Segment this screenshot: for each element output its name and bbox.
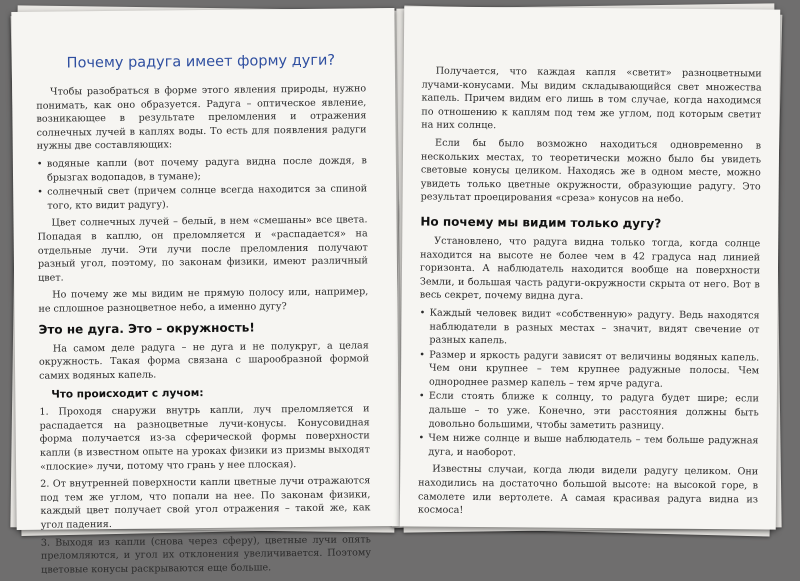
section-heading-why: Но почему мы видим только дугу? — [420, 214, 662, 231]
left-page — [11, 8, 399, 576]
list-item: • Размер и яркость радуги зависят от величины водяных капель. Чем они крупнее – тем крупнее радужные полосы. Чем однороднее размер капель – тем ярче радуга. — [419, 349, 760, 390]
right-page — [400, 6, 781, 529]
light-paragraph: Цвет солнечных лучей – белый, в нем «смешаны» все цвета. Попадая в каплю, он преломляется и «распадается» на отдельные лучи. Эти лучи после преломления получают разный угол, поэтому, по законам физики, имеют различный цвет. — [37, 214, 368, 284]
bullet-icon: • — [36, 158, 43, 170]
bullet-icon: • — [419, 307, 426, 319]
bullet-icon: • — [37, 186, 43, 198]
section-heading-ray: Что происходит с лучом: — [51, 387, 204, 401]
bullet-icon: • — [419, 349, 425, 361]
circle-paragraph: На самом деле радуга – не дуга и не полукруг, а целая окружность. Такая форма связана с шарообразной формой самих водяных капель. — [38, 339, 370, 382]
known-paragraph: Известны случаи, когда люди видели радугу целиком. Они находились на достаточно большой высоте: на высокой горе, в самолете или вертолете. А самая красивая радуга видна из космоса! — [417, 464, 759, 517]
places-paragraph: Если бы было возможно находиться одновременно в нескольких местах, то теоретически можно было бы увидеть световые конусы целиком. Находясь же в одном месте, можно увидеть только цветные окружности, образующие радугу. Это результат проецирования «среза» конусов на небо. — [420, 137, 762, 206]
bullet-icon: • — [418, 432, 425, 444]
intro-paragraph: Чтобы разобраться в форме этого явления природы, нужно понимать, как оно образуется. Радуга – оптическое явление, возникающее в результате преломления и отражения солнечных лучей в каплях воды. То есть для появления радуги нужны две составляющих: — [36, 83, 367, 153]
bullet-icon: • — [418, 390, 425, 403]
conditions-list — [37, 154, 368, 213]
list-item: • Чем ниже солнце и выше наблюдатель – тем больше радужная дуга, и наоборот. — [418, 432, 759, 459]
cones-paragraph: Получается, что каждая капля «светит» разноцветными лучами-конусами. Мы видим складывающийся свет множества капель. Причем видим его лишь в том случае, когда находимся по отношению к каплям под тем же углом, под которым светит на них солнце. — [421, 65, 762, 132]
page-title: Почему радуга имеет форму дуги? — [66, 52, 336, 72]
list-item: • Каждый человек видит «собственную» радугу. Ведь находятся наблюдатели в разных местах – значит, видят свечение от разных капель. — [419, 307, 760, 347]
list-item: • солнечный свет (причем солнце всегда находится за спиной того, кто видит радугу). — [37, 183, 368, 212]
section-heading-circle: Это не дуга. Это – окружность! — [38, 319, 255, 337]
ray-step: 1. Проходя снаружи внутрь капли, луч преломляется и распадается на разноцветные лучи-конусы. Конусовидная форма получается из-за сферической формы поверхности капли (в известном опыте на уроках физики из призмы выходят «плоские» лучи, потому что грань у нее плоская). — [39, 403, 370, 473]
ray-step: 3. Выходя из капли (снова через сферу), цветные лучи опять преломляются, и угол их отклонения увеличивается. Поэтому цветовые конусы раскрываются еще больше. — [40, 533, 372, 576]
list-item: • водяные капли (вот почему радуга видна после дождя, в брызгах водопадов, в тумане); — [36, 155, 367, 184]
facts-list — [418, 306, 759, 461]
ray-step: 2. От внутренней поверхности капли цветные лучи отражаются под тем же углом, что попали на нее. По законам физики, каждый цвет получает свой угол отражения – такой же, как угол падения. — [40, 475, 371, 531]
list-item: • Если стоять ближе к солнцу, то радуга будет шире; если дальше – то уже. Конечно, эти расстояния должны быть довольно большими, чтобы заметить разницу. — [418, 390, 759, 432]
horizon-paragraph: Установлено, что радуга видна только тогда, когда солнце находится на высоте не более чем в 42 градуса над линией горизонта. А наблюдатель находится вообще на поверхности Земли, и большая часть радуги-окружности скрыта от него. Вот в весь секрет, почему видна дуга. — [419, 235, 761, 303]
question-paragraph: Но почему же мы видим не прямую полосу или, например, не сплошное разноцветное небо, а именно дугу? — [38, 286, 369, 315]
